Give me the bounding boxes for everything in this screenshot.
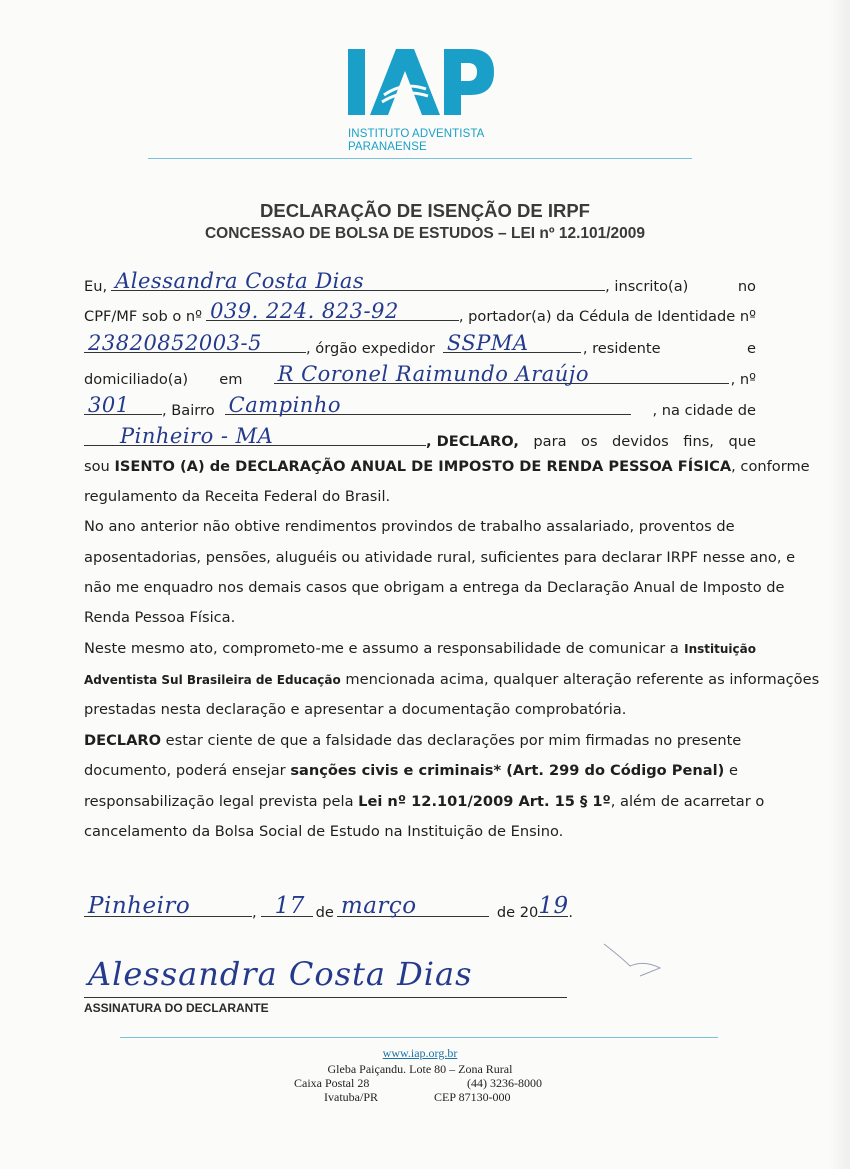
number-value: 301 — [88, 393, 130, 417]
year-value: 19 — [538, 893, 569, 919]
p4-line1-bold: DECLARO — [84, 732, 162, 749]
p4-line1 — [84, 729, 756, 753]
number-field[interactable] — [84, 394, 162, 415]
signature-label: ASSINATURA DO DECLARANTE — [84, 1001, 269, 1015]
footer-address: Gleba Paiçandu. Lote 80 – Zona Rural — [327, 1062, 513, 1076]
p2-line1 — [84, 515, 756, 539]
tail-word-4: fins, — [683, 433, 714, 450]
logo-line2: PARANAENSE — [348, 141, 427, 153]
tail-word-5: que — [728, 433, 756, 450]
residente-label: , residente — [582, 340, 661, 357]
name-field[interactable] — [111, 270, 605, 291]
em-label: em — [219, 371, 243, 388]
p3-line2 — [84, 668, 820, 692]
footer-phone: (44) 3236-8000 — [467, 1076, 542, 1090]
p2-line4: Renda Pessoa Física. — [84, 609, 236, 626]
p4-line3-pre: responsabilização legal prevista pela — [84, 793, 354, 810]
p3-line3: prestadas nesta declaração e apresentar a documentação comprobatória. — [84, 701, 627, 718]
footer-cep: CEP 87130-000 — [434, 1090, 511, 1104]
p4-line3-post: , além de acarretar o — [610, 793, 765, 810]
domiciliado-label: domiciliado(a) — [84, 371, 189, 388]
day-value: 17 — [274, 893, 305, 919]
form-line-address — [84, 363, 756, 387]
p1-line2: regulamento da Receita Federal do Brasil. — [84, 488, 391, 505]
cpf-label: CPF/MF sob o nº — [84, 308, 203, 325]
document-title: DECLARAÇÃO DE ISENÇÃO DE IRPF — [260, 200, 590, 221]
handwritten-signature: Alessandra Costa Dias — [88, 955, 473, 993]
bairro-field[interactable] — [225, 394, 631, 415]
no-label: no — [737, 278, 756, 295]
page-shadow — [828, 0, 850, 1169]
city-field[interactable] — [84, 425, 426, 446]
p2-line3: não me enquadro nos demais casos que obrigam a entrega da Declaração Anual de Imposto de — [84, 579, 785, 596]
tail-word-2: os — [581, 433, 598, 450]
form-line-rg — [84, 332, 756, 356]
rg-value: 23820852003-5 — [88, 331, 262, 355]
cidade-label: , na cidade de — [652, 402, 756, 419]
p3-line1 — [84, 637, 756, 661]
date-period: . — [568, 904, 573, 921]
p2-line2: aposentadorias, pensões, aluguéis ou atividade rural, suficientes para declarar IRPF nesse ano, e — [84, 549, 796, 566]
declaro-label: , DECLARO, — [426, 433, 519, 450]
footer-city: Ivatuba/PR — [324, 1090, 378, 1104]
p3-line2-bold: Adventista Sul Brasileira de Educação — [84, 673, 341, 687]
logo-line1: INSTITUTO ADVENTISTA — [348, 128, 485, 140]
address-value: R Coronel Raimundo Araújo — [277, 362, 589, 386]
p4-line2-post: e — [728, 762, 738, 779]
de-label-2: de 20 — [496, 904, 539, 921]
p4-line1-text: estar ciente de que a falsidade das declarações por mim firmadas no presente — [165, 732, 742, 749]
form-line-bairro — [84, 394, 756, 418]
p1-line1 — [84, 455, 810, 479]
date-city-field[interactable] — [84, 893, 252, 919]
portador-label: , portador(a) da Cédula de Identidade nº — [458, 308, 756, 325]
bairro-label: , Bairro — [162, 402, 215, 419]
p2-line1-text: No ano anterior não obtive rendimentos provindos de trabalho assalariado, proventos de — [84, 518, 735, 535]
city-value: Pinheiro - MA — [120, 424, 274, 448]
eu-label: Eu, — [84, 278, 108, 295]
p4-line2-bold: sanções civis e criminais* (Art. 299 do Código Penal) — [290, 762, 725, 779]
date-line — [84, 893, 573, 922]
e-label: e — [747, 340, 756, 357]
p1-bold: ISENTO (A) de DECLARAÇÃO ANUAL DE IMPOSTO DE RENDA PESSOA FÍSICA — [114, 458, 732, 475]
p1-post: , conforme — [731, 458, 810, 475]
p4-line4: cancelamento da Bolsa Social de Estudo na Instituição de Ensino. — [84, 823, 564, 840]
p3-line1-text: Neste mesmo ato, comprometo-me e assumo a responsabilidade de comunicar a — [84, 640, 679, 657]
orgao-label: , órgão expedidor — [306, 340, 435, 357]
form-line-city — [84, 425, 756, 449]
month-field[interactable] — [337, 893, 489, 919]
year-field[interactable] — [538, 893, 569, 919]
p4-line2-pre: documento, poderá ensejar — [84, 762, 286, 779]
tail-word-1: para — [533, 433, 567, 450]
p4-line3-bold: Lei nº 12.101/2009 Art. 15 § 1º — [358, 793, 611, 810]
orgao-value: SSPMA — [446, 331, 529, 355]
footer-divider — [120, 1037, 718, 1038]
p4-line3 — [84, 790, 765, 814]
form-line-name — [84, 270, 756, 294]
tail-word-3: devidos — [612, 433, 669, 450]
signature-line[interactable] — [84, 997, 567, 998]
inscrito-label: , inscrito(a) — [605, 278, 689, 295]
bairro-value: Campinho — [228, 393, 341, 417]
rg-field[interactable] — [84, 332, 306, 353]
document-subtitle: CONCESSAO DE BOLSA DE ESTUDOS – LEI nº 12.101/2009 — [204, 225, 646, 242]
month-value: março — [340, 893, 417, 919]
footer-url-link[interactable]: www.iap.org.br — [382, 1046, 458, 1060]
day-field[interactable] — [261, 893, 313, 919]
p3-line1-bold: Instituição — [684, 642, 756, 656]
name-value: Alessandra Costa Dias — [115, 269, 365, 293]
header-divider — [148, 158, 692, 159]
p4-line2 — [84, 759, 756, 783]
date-comma: , — [252, 904, 257, 921]
iap-logo — [348, 45, 496, 153]
form-line-cpf — [84, 300, 756, 324]
de-label-1: de — [315, 904, 334, 921]
num-label: , nº — [730, 371, 756, 388]
cpf-field[interactable] — [206, 300, 459, 321]
p3-line2-text: mencionada acima, qualquer alteração referente as informações — [345, 671, 820, 688]
iap-logo-mark — [348, 45, 496, 125]
address-field[interactable] — [274, 363, 729, 384]
stray-pen-mark — [600, 940, 670, 980]
cpf-value: 039. 224. 823-92 — [210, 299, 399, 323]
orgao-field[interactable] — [443, 332, 581, 353]
footer-postal-box: Caixa Postal 28 — [294, 1076, 370, 1090]
date-city-value: Pinheiro — [88, 893, 191, 919]
p1-pre: sou — [84, 458, 110, 475]
